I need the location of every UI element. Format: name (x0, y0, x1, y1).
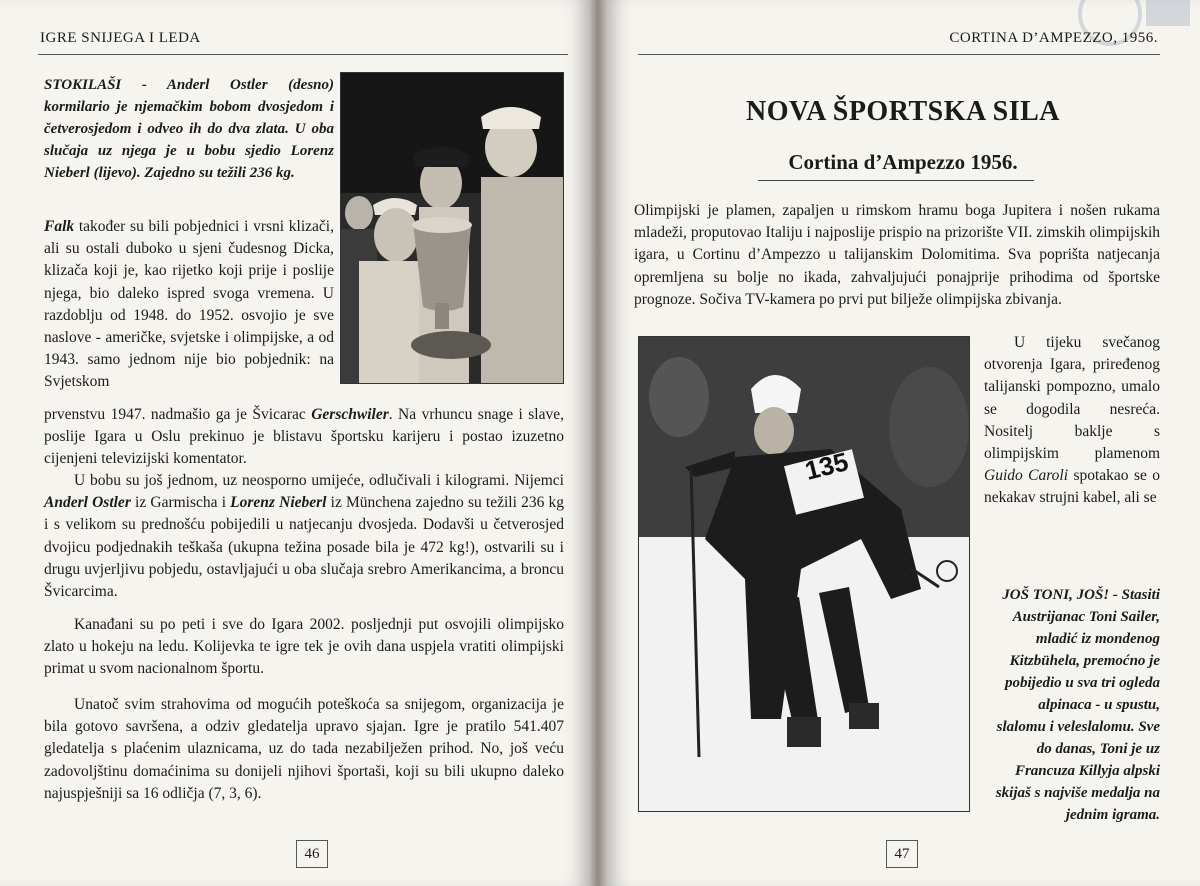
name-nieberl: Lorenz Nieberl (230, 494, 327, 512)
paragraph-text: Olimpijski je plamen, zapaljen u rimskom hramu boga Jupitera i nošen rukama mladeži, proputovao Italiju i najposlije prispio na prizorište VII. zimskih olimpijskih igara, u Cortinu d’Ampezzo u talijanskim Dolomitima. Sva poprišta natjecanja opremljena su bolje no ikada, zahvaljujući ponajprije prihodima od športske prognoze. Sočiva TV-kamera po prvi put bilježe olimpijska zbivanja. (634, 202, 1160, 308)
right-page (606, 0, 1200, 886)
photo-caption-right (986, 584, 1160, 826)
header-rule-left (38, 54, 568, 55)
paragraph-text: U tijeku svečanog otvorenja Igara, priređenog talijanski pompozno, umalo se dogodila nesreća. Nositelj baklje s olimpijskim plamenom (984, 334, 1160, 463)
paragraph-opening (984, 332, 1160, 510)
page-number-left: 46 (296, 840, 328, 868)
paragraph-text: Kanađani su po peti i sve do Igara 2002. posljednji put osvojili olimpijsko zlato u hokeju na ledu. Kolijevka te igre tek je ovih dana uspjela vratiti olimpijski primat u svom nacionalnom športu. (44, 616, 564, 678)
running-head-left: IGRE SNIJEGA I LEDA (40, 30, 201, 46)
paragraph-organization (44, 694, 564, 805)
paragraph-text: Unatoč svim strahovima od mogućih poteškoća sa snijegom, organizacija je bila gotovo savršena, a odziv gledatelja upravo sjajan. Igre je pratilo 541.407 gledatelja s plaćenim ulaznicama, uz do tada nezabilježen prihod. No, još veću zadovoljštinu domaćinima su donijeli njihovi športaši, koji su bili ukupno daleko najuspješniji sa 16 odličja (7, 3, 6). (44, 696, 564, 802)
paragraph-text: U bobu su još jednom, uz neosporno umijeće, odlučivali i kilogrami. Nijemci (74, 472, 564, 489)
paragraph-text: iz Münchena zajedno su težili 236 kg i s velikom su prednošću pobijedili u natjecanju dvosjeda. Dodavši u četverosjed dvojicu podjednakih teškaša (ukupna težina posade bila je 472 kg!), ostvarili su i drugu uvjerljivu pobjedu, ostavljajući u oba slučaja srebro Amerikancima, a broncu Švicarcima. (44, 494, 564, 601)
subtitle-rule (758, 180, 1034, 181)
bib-number: 135 (801, 446, 852, 486)
paragraph-text: prvenstvu 1947. nadmašio ga je Švicarac (44, 406, 312, 423)
paragraph-text: spotakao se o nekakav strujni kabel, ali se (984, 467, 1160, 507)
skier-photo (638, 336, 970, 812)
photo-caption-left (44, 74, 334, 184)
caption-lead: JOŠ TONI, JOŠ! (1002, 587, 1110, 603)
name-gerschwiler: Gerschwiler (311, 406, 389, 423)
left-page (0, 0, 590, 886)
caption-lead: STOKILAŠI (44, 77, 122, 93)
bobsleigh-trophy-photo (340, 72, 564, 384)
running-head-right: CORTINA D’AMPEZZO, 1956. (949, 30, 1158, 46)
name-falk: Falk (44, 218, 75, 235)
paragraph-text: iz Garmischa i (130, 494, 231, 512)
page-number-right: 47 (886, 840, 918, 868)
caption-text: - Anderl Ostler (desno) kormilario je njemačkim bobom dvosjedom i četverosjedom i odveo ih do dva zlata. U oba slučaja uz njega je u bobu sjedio Lorenz Nieberl (lijevo). Zajedno su težili 236 kg. (44, 77, 334, 181)
paragraph-hockey (44, 614, 564, 681)
chapter-title: NOVA ŠPORTSKA SILA (745, 96, 1061, 127)
paragraph-flame (634, 200, 1160, 311)
paragraph-bob (44, 470, 564, 603)
header-rule-right (638, 54, 1160, 55)
paragraph-text: također su bili pobjednici i vrsni klizači, ali su ostali duboko u sjeni čudesnog Dicka, klizača koji je, kao rijetko koji prije i poslije njega, bio daleko ispred svoga vremena. U razdoblju od 1948. do 1952. osvojio je sve naslove - američke, svjetske i olimpijske, a od 1943. samo jednom nije bio pobjednik: na Svjetskom (44, 218, 334, 391)
name-ostler: Anderl Ostler (44, 494, 131, 512)
chapter-subtitle: Cortina d’Ampezzo 1956. (788, 150, 1018, 174)
book-gutter (590, 0, 606, 886)
paragraph-text: . Na vrhuncu snage i slave, poslije Igara u Oslu prekinuo je blistavu športsku karijeru i postao izuzetno cijenjeni televizijski komentator. (44, 406, 564, 468)
paragraph-falk-cont (44, 404, 564, 471)
caption-text: - Stasiti Austrijanac Toni Sailer, mladić iz mondenog Kitzbühela, premoćno je pobijedio u sva tri ogleda alpinaca - u spustu, slalomu i veleslalomu. Sve do danas, Toni je uz Francuza Killyja alpski skijaš s najviše medalja na jednim igrama. (995, 587, 1160, 823)
paragraph-falk (44, 216, 334, 394)
name-guido-caroli: Guido Caroli (984, 467, 1069, 485)
